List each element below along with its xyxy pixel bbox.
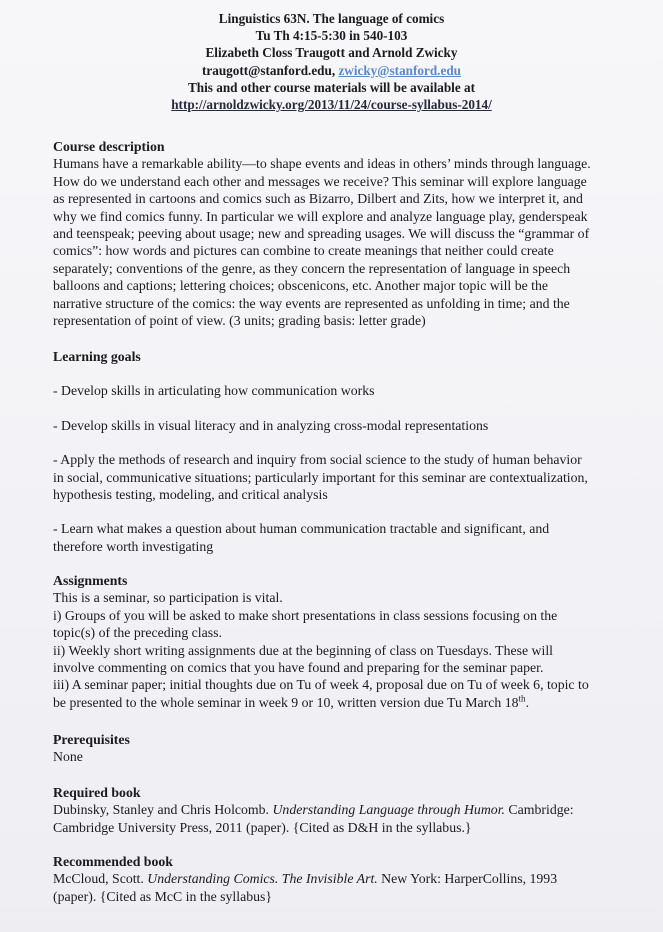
assignment-line: i) Groups of you will be asked to make short presentations in class sessions focusing on the — [53, 607, 558, 623]
materials-url-line — [0, 96, 663, 113]
course-description-section — [53, 138, 656, 329]
course-description-heading: Course description — [53, 139, 165, 154]
goal-line: - Develop skills in articulating how communication works — [53, 383, 375, 399]
required-book-publisher-start: Cambridge: — [504, 802, 574, 818]
course-instructors: Elizabeth Closs Traugott and Arnold Zwicky — [205, 45, 458, 61]
learning-goal-item — [53, 451, 656, 503]
learning-goals-section — [53, 348, 656, 572]
assignment-line: This is a seminar, so participation is vital. — [53, 590, 283, 606]
recommended-book-publisher: New York: HarperCollins, 1993 — [377, 871, 558, 887]
recommended-book-section — [53, 853, 656, 905]
date-ordinal-suffix: th — [518, 693, 526, 704]
email-zwicky-link[interactable]: zwicky@stanford.edu — [338, 62, 461, 78]
recommended-book-title: Understanding Comics. The Invisible Art. — [147, 871, 378, 887]
required-book-details: Cambridge University Press, 2011 (paper). {Cited as D&H in the syllabus.} — [53, 819, 472, 835]
assignment-line: ii) Weekly short writing assignments due at the beginning of class on Tuesdays. These will — [53, 642, 553, 658]
assignment-final-period: . — [525, 694, 530, 710]
goal-line: - Apply the methods of research and inquiry from social science to the study of human behavior — [53, 452, 582, 468]
prerequisites-text: None — [53, 749, 83, 765]
recommended-book-author: McCloud, Scott. — [53, 871, 148, 887]
required-book-citation — [53, 801, 656, 818]
course-schedule: Tu Th 4:15-5:30 in 540-103 — [255, 28, 408, 44]
description-line: How do we understand each other and messages we receive? This seminar will explore language — [53, 173, 587, 189]
learning-goal-item — [53, 520, 656, 555]
recommended-book-heading: Recommended book — [53, 854, 173, 869]
learning-goal-item — [53, 417, 656, 434]
learning-goals-heading: Learning goals — [53, 349, 141, 364]
description-line: narrative structure of the comics: the way events are represented as unfolding in time; and the — [53, 295, 570, 311]
goal-line: therefore worth investigating — [53, 538, 214, 554]
assignment-final-text: be presented to the whole seminar in week 9 or 10, written version due Tu March 18 — [53, 694, 519, 710]
description-line: and teenspeak; peeving about usage; new and spreading usages. We will discuss the “grammar of — [53, 226, 590, 242]
assignment-line: iii) A seminar paper; initial thoughts due on Tu of week 4, proposal due on Tu of week 6, topic to — [53, 677, 589, 693]
materials-note: This and other course materials will be available at — [188, 79, 475, 95]
description-line: why we find comics funny. In particular we will explore and analyze language play, genderspeak — [53, 208, 588, 224]
assignments-heading: Assignments — [53, 573, 128, 588]
assignment-line-final — [53, 694, 656, 711]
course-title: Linguistics 63N. The language of comics — [218, 11, 445, 26]
learning-goal-item — [53, 382, 656, 399]
goal-line: hypothesis testing, modeling, and critical analysis — [53, 487, 328, 503]
required-book-heading: Required book — [53, 785, 141, 800]
description-line: representation of point of view. (3 units; grading basis: letter grade) — [53, 313, 426, 329]
required-book-title: Understanding Language through Humor. — [272, 802, 505, 818]
required-book-authors: Dubinsky, Stanley and Chris Holcomb. — [53, 802, 273, 818]
prerequisites-heading: Prerequisites — [53, 732, 130, 747]
course-description-text — [53, 155, 656, 329]
description-line: balloons and captions; lettering choices; obscenicons, etc. Another major topic will be the — [53, 278, 549, 294]
description-line: as represented in cartoons and comics such as Bizarro, Dilbert and Zits, how we interpret it, and — [53, 191, 583, 207]
prerequisites-section — [53, 731, 656, 766]
email-traugott: traugott@stanford.edu, — [202, 62, 336, 78]
recommended-book-citation — [53, 870, 656, 887]
instructor-emails — [0, 62, 663, 79]
description-line: comics”: how words and pictures can combine to create meanings that neither could create — [53, 243, 554, 259]
goal-line: in social, communicative situations; particularly important for this seminar are contextualization, — [53, 469, 588, 485]
assignment-line: involve commenting on comics that you have found and preparing for the seminar paper. — [53, 660, 544, 676]
syllabus-header — [0, 10, 663, 113]
assignments-section — [53, 572, 656, 711]
description-line: Humans have a remarkable ability—to shape events and ideas in others’ minds through language. — [53, 156, 591, 172]
recommended-book-details: (paper). {Cited as McC in the syllabus} — [53, 888, 273, 904]
goal-line: - Learn what makes a question about human communication tractable and significant, and — [53, 521, 550, 537]
assignment-line: topic(s) of the preceding class. — [53, 625, 222, 641]
required-book-section — [53, 784, 656, 836]
course-materials-link[interactable]: http://arnoldzwicky.org/2013/11/24/course-syllabus-2014/ — [171, 97, 492, 113]
description-line: separately; conventions of the genre, as they concern the representation of language in speech — [53, 260, 571, 276]
goal-line: - Develop skills in visual literacy and in analyzing cross-modal representations — [53, 417, 489, 433]
